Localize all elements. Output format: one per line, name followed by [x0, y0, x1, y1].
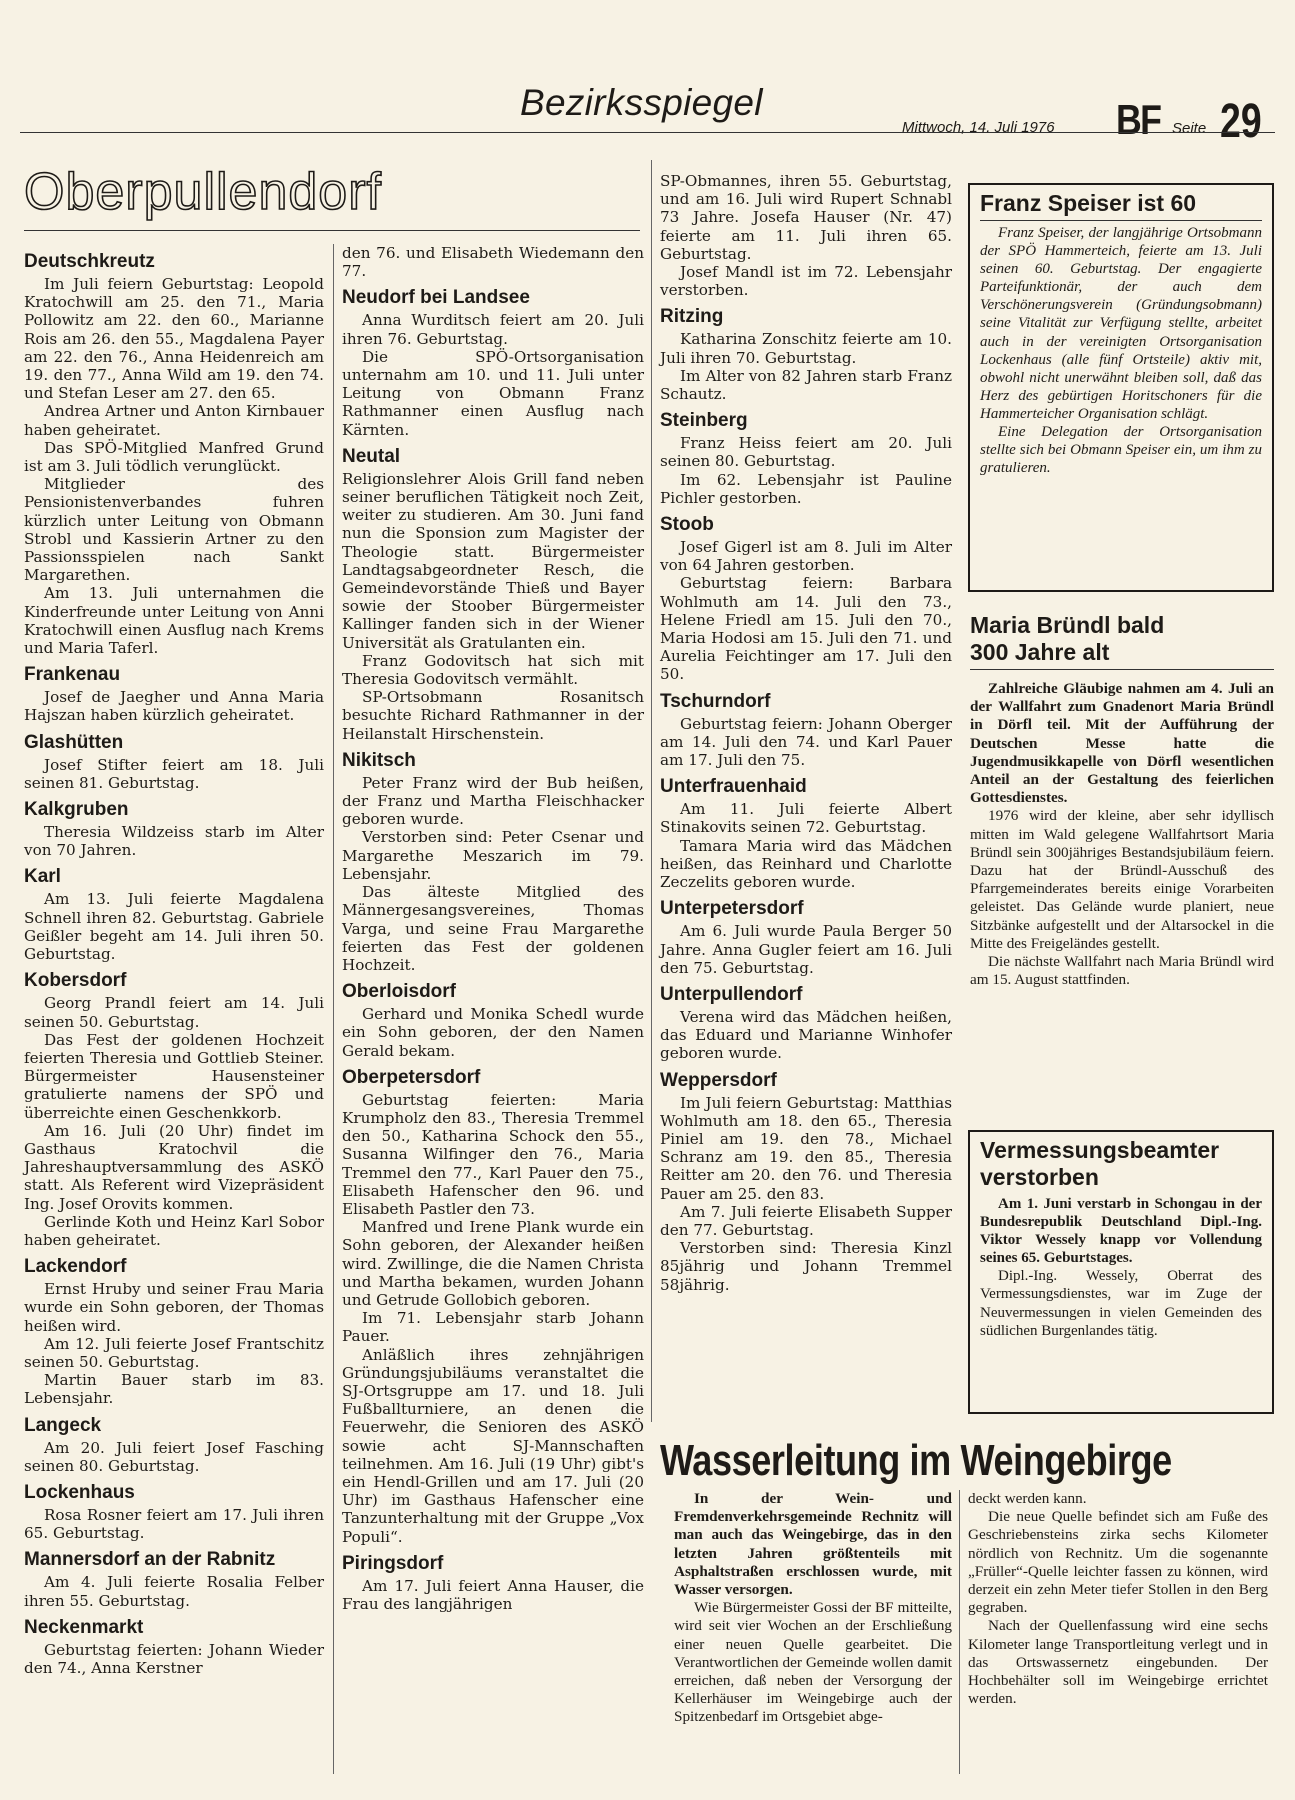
locality-heading: Lockenhaus: [24, 1481, 135, 1503]
article-paragraph: Dipl.-Ing. Wessely, Oberrat des Vermessungsdienstes, war im Zuge der Neuvermessungen in vielen Gemeinden des südlichen Burgenlandes tätig.: [980, 1268, 1262, 1339]
news-paragraph: Geburtstag feierten: Johann Wieder den 74., Anna Kerstner: [24, 1640, 324, 1677]
locality-heading: Mannersdorf an der Rabnitz: [24, 1549, 276, 1571]
locality-heading: Neudorf bei Landsee: [342, 287, 530, 309]
locality-heading: Kobersdorf: [24, 970, 127, 992]
news-paragraph: Mitglieder des Pensionistenverbandes fuhren kürzlich unter Leitung von Obmann Strobl und Kassierin Artner zu den Passionsspielen nach Sankt Margarethen.: [24, 475, 324, 585]
news-paragraph: Am 20. Juli feiert Josef Fasching seinen 80. Geburtstag.: [24, 1438, 324, 1475]
news-paragraph: Josef Gigerl ist am 8. Juli im Alter von 64 Jahren gestorben.: [660, 538, 952, 575]
article-paragraph: Eine Delegation der Ortsorganisation stellte sich bei Obmann Speiser ein, um ihm zu gratulieren.: [980, 424, 1262, 477]
locality-heading: Weppersdorf: [660, 1069, 777, 1091]
news-paragraph: Gerlinde Koth und Heinz Karl Sobor haben geheiratet.: [24, 1212, 324, 1249]
news-paragraph: Rosa Rosner feiert am 17. Juli ihren 65. Geburtstag.: [24, 1505, 324, 1543]
news-paragraph: Franz Heiss feiert am 20. Juli seinen 80. Geburtstag.: [660, 434, 952, 471]
news-column-3: [660, 172, 952, 1294]
article-headline-wasserleitung: Wasserleitung im Weingebirge: [660, 1436, 1172, 1485]
locality-heading: Nikitsch: [342, 749, 416, 771]
news-paragraph: Verstorben sind: Theresia Kinzl 85jährig und Johann Tremmel 58jährig.: [660, 1239, 952, 1294]
news-paragraph: Josef Mandl ist im 72. Lebensjahr verstorben.: [660, 263, 952, 300]
page-number: 29: [1220, 95, 1262, 148]
locality-heading: Tschurndorf: [660, 690, 771, 712]
news-paragraph: Geburtstag feierten: Maria Krumpholz den 83., Theresia Tremmel den 50., Katharina Schock den 55., Susanna Wilfinger den 76., Maria Tremmel den 77., Karl Pauer den 75., Elisabeth Hafenscher den 96. und Elisabeth Pastler den 73.: [342, 1090, 644, 1218]
article-paragraph: deckt werden kann.: [968, 1490, 1087, 1507]
locality-heading: Oberloisdorf: [342, 981, 457, 1003]
news-paragraph: Ernst Hruby und seiner Frau Maria wurde ein Sohn geboren, der Thomas heißen wird.: [24, 1280, 324, 1335]
article-lead: Zahlreiche Gläubige nahmen am 4. Juli an der Wallfahrt zum Gnadenort Maria Bründl in Dörfl teil. Mit der Aufführung der Deutschen Messe hatte die Jugendmusikkapelle von Dörfl wesentlichen Anteil an der Gestaltung des feierlichen Gottesdienstes.: [970, 680, 1274, 807]
locality-heading: Steinberg: [660, 410, 748, 432]
news-paragraph: Im Juli feiern Geburtstag: Leopold Kratochwill am 25. den 71., Maria Pollowitz am 22. den 60., Marianne Rois am 26. den 55., Magdalena Payer am 22. den 76., Anna Heidenreich am 19. den 77., Anna Wild am 19. den 74. und Stefan Leser am 27. den 65.: [24, 275, 324, 403]
article-headline: [980, 1137, 1262, 1191]
news-paragraph: Verena wird das Mädchen heißen, das Eduard und Marianne Winhofer geboren wurde.: [660, 1007, 952, 1063]
page-label: Seite: [1172, 120, 1207, 137]
article-paragraph: Nach der Quellenfassung wird eine sechs Kilometer lange Transportleitung verlegt und in das Ortswassernetz eingebunden. Der Hochbehälter soll im Weingebirge errichtet werden.: [968, 1617, 1268, 1708]
news-paragraph: Im Alter von 82 Jahren starb Franz Schautz.: [660, 366, 952, 404]
article-lead: Am 1. Juni verstarb in Schongau in der Bundesrepublik Deutschland Dipl.-Ing. Viktor Wessely knapp vor Vollendung seines 65. Geburtstages.: [980, 1196, 1262, 1267]
headline-line: 300 Jahre alt: [970, 639, 1110, 665]
news-paragraph: Anläßlich ihres zehnjährigen Gründungsjubiläums veranstaltet die SJ-Ortsgruppe am 17. und 18. Juli Fußballturniere, an denen die Feuerwehr, die Senioren des ASKÖ sowie acht SJ-Mannschaften teilnehmen. Am 16. Juli (19 Uhr) gibt's ein Hendl-Grillen und am 17. Juli (20 Uhr) im Gasthaus Hafenscher eine Tanzunterhaltung mit der Gruppe „Vox Populi“.: [342, 1345, 644, 1546]
article-lead: In der Wein- und Fremdenverkehrsgemeinde Rechnitz will man auch das Weingebirge, das in den letzten Jahren größtenteils mit Asphaltstraßen erschlossen wurde, mit Wasser versorgen.: [674, 1490, 952, 1599]
news-paragraph: Am 4. Juli feierte Rosalia Felber ihren 55. Geburtstag.: [24, 1573, 324, 1610]
news-paragraph: Georg Prandl feiert am 14. Juli seinen 50. Geburtstag.: [24, 994, 324, 1031]
locality-heading: Ritzing: [660, 306, 724, 328]
locality-heading: Lackendorf: [24, 1256, 127, 1278]
article-paragraph: Die nächste Wallfahrt nach Maria Bründl wird am 15. August stattfinden.: [970, 953, 1274, 989]
locality-heading: Frankenau: [24, 664, 121, 686]
news-paragraph: Am 13. Juli feierte Magdalena Schnell ihren 82. Geburtstag. Gabriele Geißler begeht am 14. Juli ihren 50. Geburtstag.: [24, 890, 324, 964]
locality-heading: Stoob: [660, 514, 714, 536]
news-paragraph: Das älteste Mitglied des Männergesangsvereines, Thomas Varga, und seine Frau Margarethe feierten das Fest der goldenen Hochzeit.: [342, 883, 644, 974]
headline-line: Vermessungsbeamter: [980, 1137, 1220, 1163]
news-paragraph: Religionslehrer Alois Grill fand neben seiner beruflichen Tätigkeit noch Zeit, weiter zu studieren. Am 30. Juni fand nun die Sponsion zum Magister der Theologie statt. Bürgermeister Landtagsabgeordneter Resch, die Gemeindevorstände Thieß und Bayer sowie der Stoober Bürgermeister Kallinger fanden sich in der Wiener Universität als Gratulanten ein.: [342, 469, 644, 652]
news-paragraph: Josef Stifter feiert am 18. Juli seinen 81. Geburtstag.: [24, 755, 324, 792]
article-maria-bruendl: [970, 612, 1274, 989]
article-vermessungsbeamter: [968, 1130, 1274, 1414]
article-paragraph: 1976 wird der kleine, aber sehr idyllisch mitten im Wald gelegene Wallfahrtsort Maria Bründl sein 300jähriges Bestandsjubiläum feiern. Dazu hat der Bründl-Ausschuß des Pfarrgemeinderates bereits einige Vorarbeiten geleistet. Das Gelände wurde planiert, neue Sitzbänke aufgestellt und der Altarsockel in die Mitte des Freigeländes gestellt.: [970, 807, 1274, 952]
news-paragraph: Am 17. Juli feiert Anna Hauser, die Frau des langjährigen: [342, 1576, 644, 1613]
column-divider: [651, 160, 652, 1422]
news-paragraph: Franz Godovitsch hat sich mit Theresia Godovitsch vermählt.: [342, 651, 644, 689]
wasser-column-1: [674, 1490, 952, 1727]
locality-heading: Unterpetersdorf: [660, 898, 804, 920]
news-paragraph: Verstorben sind: Peter Csenar und Margarethe Meszarich im 79. Lebensjahr.: [342, 828, 644, 883]
news-paragraph: Am 13. Juli unternahmen die Kinderfreunde unter Leitung von Anni Kratochwill einen Ausflug nach Krems und Maria Taferl.: [24, 584, 324, 658]
region-divider: [24, 230, 640, 231]
news-paragraph: Theresia Wildzeiss starb im Alter von 70 Jahren.: [24, 823, 324, 860]
news-paragraph: Josef de Jaegher und Anna Maria Hajszan haben kürzlich geheiratet.: [24, 688, 324, 725]
article-headline: Franz Speiser ist 60: [980, 190, 1262, 221]
column-divider: [959, 1490, 960, 1774]
news-paragraph: Geburtstag feiern: Johann Oberger am 14. Juli den 74. und Karl Pauer am 17. Juli den 75.: [660, 714, 952, 770]
news-paragraph: SP-Ortsobmann Rosanitsch besuchte Richard Rathmanner in der Heilanstalt Hirschenstein.: [342, 688, 644, 743]
locality-heading: Karl: [24, 866, 61, 888]
locality-heading: Unterpullendorf: [660, 983, 803, 1005]
header-divider: [20, 132, 1275, 133]
locality-heading: Unterfrauenhaid: [660, 776, 807, 798]
article-paragraph: Franz Speiser, der langjährige Ortsobmann der SPÖ Hammerteich, feierte am 13. Juli seinen 60. Geburtstag. Der engagierte Parteifunktionär, der auch dem Verschönerungsverein (Gründungsobmann) seine Vitalität zur Verfügung stellte, arbeitet auch in der vereinigten Ortsorganisation Lockenhaus (alle fünf Ortsteile) aktiv mit, obwohl nicht unerwähnt bleiben soll, daß das Herz des gebürtigen Horitschoners für die Hammerteicher Organisation schlägt.: [980, 225, 1262, 422]
region-title: Oberpullendorf: [24, 163, 382, 221]
issue-date: Mittwoch, 14. Juli 1976: [902, 119, 1055, 136]
news-paragraph: Geburtstag feiern: Barbara Wohlmuth am 14. Juli den 73., Helene Friedl am 15. Juli den 70., Maria Hodosi am 15. Juli den 71. und Aurelia Feichtinger am 17. Juli den 50.: [660, 574, 952, 684]
news-paragraph: Im 62. Lebensjahr ist Pauline Pichler gestorben.: [660, 470, 952, 507]
locality-heading: Deutschkreutz: [24, 251, 155, 272]
news-column-2: [342, 244, 644, 1613]
article-franz-speiser: [968, 183, 1274, 592]
locality-heading: Neutal: [342, 445, 401, 467]
article-headline: [970, 612, 1274, 670]
news-paragraph: Katharina Zonschitz feierte am 10. Juli ihren 70. Geburtstag.: [660, 330, 952, 367]
locality-heading: Oberpetersdorf: [342, 1066, 481, 1088]
news-paragraph: Am 12. Juli feierte Josef Frantschitz seinen 50. Geburtstag.: [24, 1334, 324, 1371]
news-column-1: [24, 244, 324, 1677]
news-paragraph: Das SPÖ-Mitglied Manfred Grund ist am 3. Juli tödlich verunglückt.: [24, 438, 324, 476]
article-paragraph: Die neue Quelle befindet sich am Fuße des Geschriebensteins zirka sechs Kilometer nördlich von Rechnitz. Um die sogenannte „Früller“-Quelle leichter fassen zu können, wird derzeit ein zehn Meter tiefer Stollen in den Berg gegraben.: [968, 1508, 1268, 1617]
news-paragraph: Am 7. Juli feierte Elisabeth Supper den 77. Geburtstag.: [660, 1202, 952, 1239]
newspaper-logo: BF: [1116, 96, 1161, 143]
news-paragraph: Peter Franz wird der Bub heißen, der Franz und Martha Fleischhacker geboren wurde.: [342, 773, 644, 829]
news-paragraph: Die SPÖ-Ortsorganisation unternahm am 10. und 11. Juli unter Leitung von Obmann Franz Rathmanner einen Ausflug nach Kärnten.: [342, 347, 644, 439]
news-paragraph: Tamara Maria wird das Mädchen heißen, das Reinhard und Charlotte Zeczelits geboren wurde.: [660, 836, 952, 892]
news-paragraph: Andrea Artner und Anton Kirnbauer haben geheiratet.: [24, 402, 324, 439]
news-paragraph: Am 6. Juli wurde Paula Berger 50 Jahre. Anna Gugler feiert am 16. Juli den 75. Geburtstag.: [660, 922, 952, 977]
locality-heading: Langeck: [24, 1414, 102, 1436]
locality-heading: Glashütten: [24, 731, 124, 753]
news-paragraph: Martin Bauer starb im 83. Lebensjahr.: [24, 1371, 324, 1408]
news-paragraph: Das Fest der goldenen Hochzeit feierten Theresia und Gottlieb Steiner. Bürgermeister Hausensteiner gratulierte namens der SPÖ und überreichte einen Geschenkkorb.: [24, 1030, 324, 1122]
locality-heading: Neckenmarkt: [24, 1616, 144, 1638]
news-paragraph: den 76. und Elisabeth Wiedemann den 77.: [342, 244, 644, 281]
news-paragraph: Im Juli feiern Geburtstag: Matthias Wohlmuth am 18. den 65., Theresia Piniel am 19. den 78., Michael Schranz am 19. den 85., Theresia Reitter am 20. den 76. und Theresia Pauer am 25. den 83.: [660, 1093, 952, 1203]
news-paragraph: Anna Wurditsch feiert am 20. Juli ihren 76. Geburtstag.: [342, 311, 644, 348]
news-paragraph: Gerhard und Monika Schedl wurde ein Sohn geboren, der den Namen Gerald bekam.: [342, 1005, 644, 1060]
headline-line: verstorben: [980, 1164, 1099, 1190]
headline-line: Maria Bründl bald: [970, 612, 1165, 638]
article-paragraph: Wie Bürgermeister Gossi der BF mitteilte, wird seit vier Wochen an der Erschließung einer neuen Quelle gearbeitet. Die Verantwortlichen der Gemeinde wollen damit erreichen, daß neben der Versorgung der Kellerhäuser im Weingebirge auch der Spitzenbedarf im Ortsgebiet abge-: [674, 1599, 952, 1726]
news-paragraph: Am 11. Juli feierte Albert Stinakovits seinen 72. Geburtstag.: [660, 800, 952, 837]
news-paragraph: Im 71. Lebensjahr starb Johann Pauer.: [342, 1309, 644, 1346]
locality-heading: Kalkgruben: [24, 799, 129, 821]
news-paragraph: Am 16. Juli (20 Uhr) findet im Gasthaus Kratochvil die Jahreshauptversammlung des ASKÖ statt. Als Referent wird Vizepräsident Ing. Josef Orovits kommen.: [24, 1121, 324, 1213]
section-title: Bezirksspiegel: [520, 82, 763, 123]
wasser-column-2: [968, 1490, 1268, 1708]
news-paragraph: Manfred und Irene Plank wurde ein Sohn geboren, der Alexander heißen wird. Zwillinge, die die Namen Christa und Martha bekamen, wurden Johann und Getrude Gollobich geboren.: [342, 1218, 644, 1309]
column-divider: [333, 244, 334, 1774]
news-paragraph: SP-Obmannes, ihren 55. Geburtstag, und am 16. Juli wird Rupert Schnabl 73 Jahre. Josefa Hauser (Nr. 47) feierte am 11. Juli ihren 65. Geburtstag.: [660, 172, 952, 263]
locality-heading: Piringsdorf: [342, 1552, 444, 1574]
